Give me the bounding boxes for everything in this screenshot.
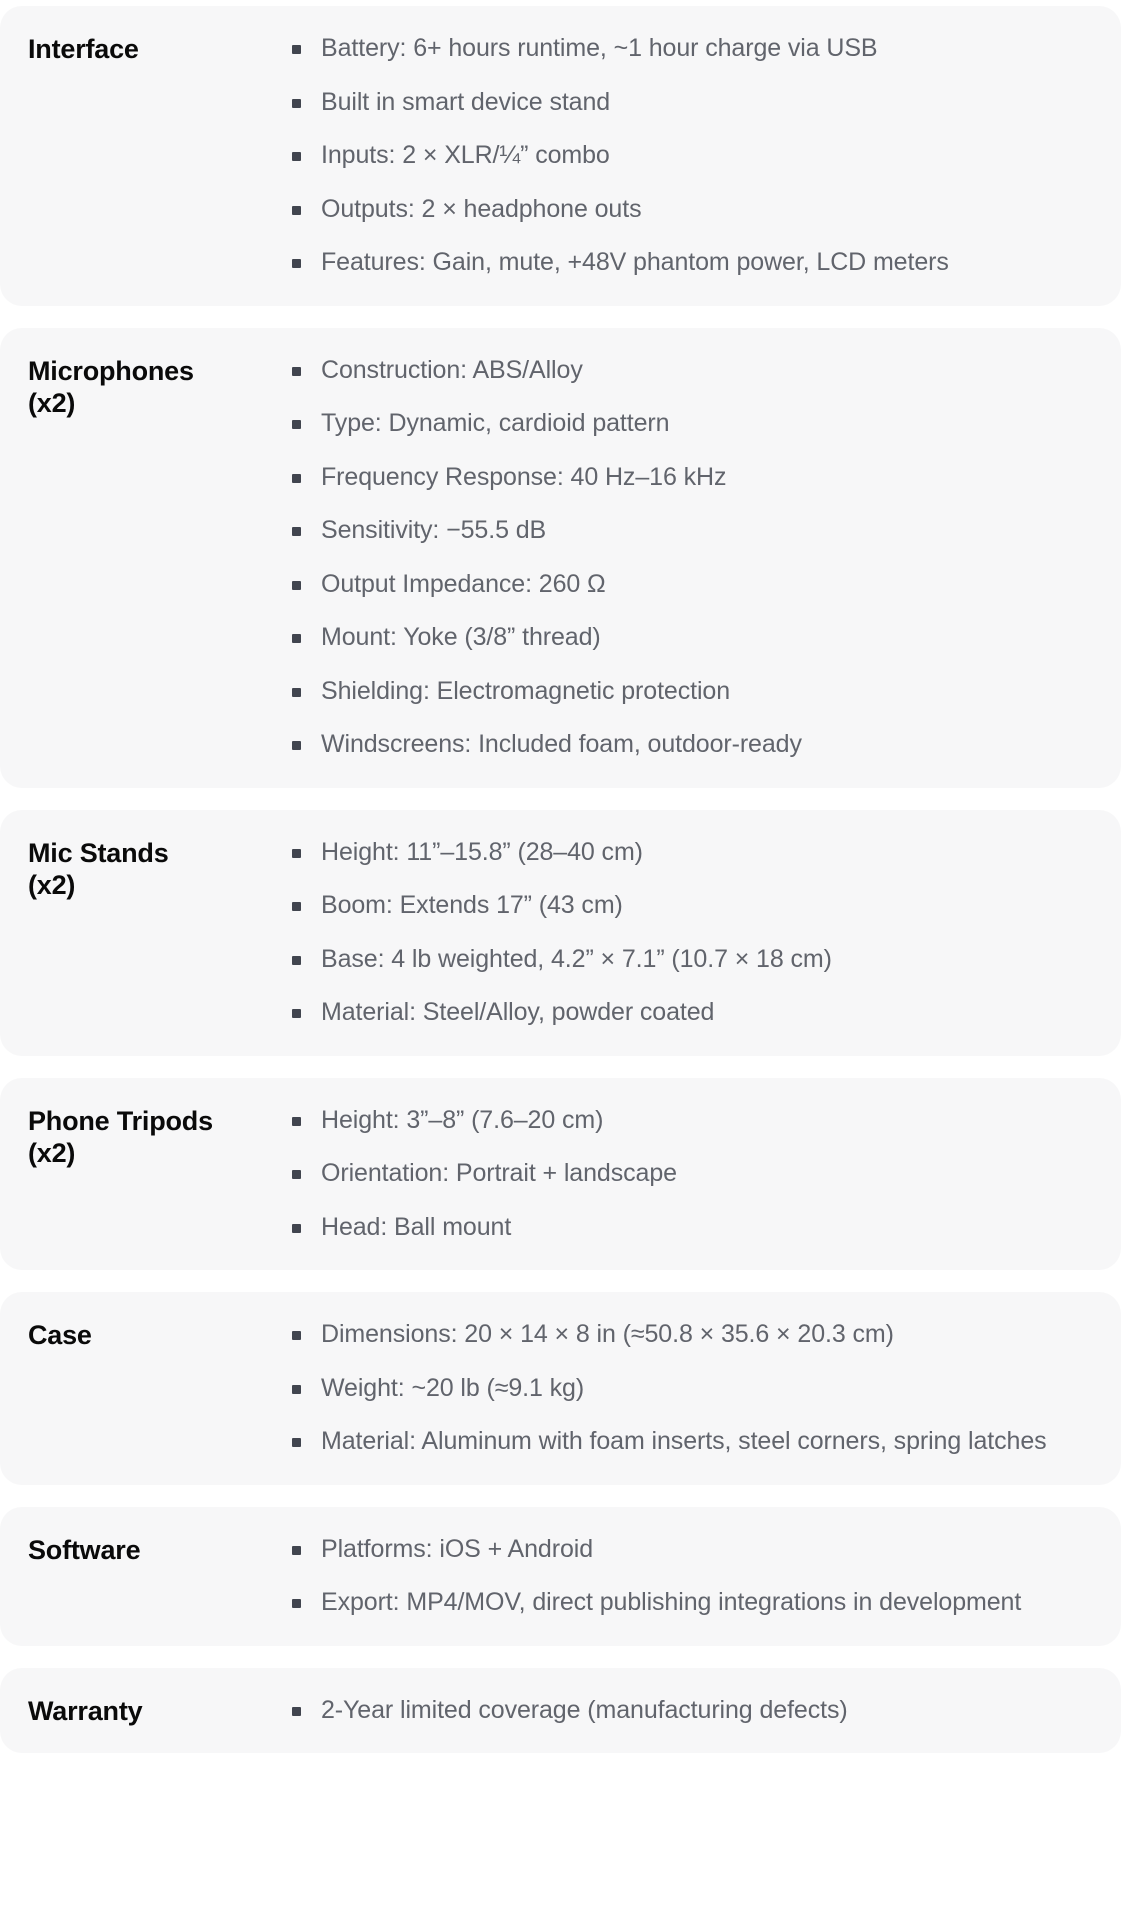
- spec-item-list: [290, 1694, 1091, 1728]
- spec-card: [0, 1507, 1121, 1646]
- spec-item-text: Output Impedance: 260 Ω: [321, 569, 606, 598]
- square-bullet-icon: [292, 474, 301, 483]
- spec-card: [0, 1292, 1121, 1485]
- spec-item: [290, 1157, 1091, 1191]
- square-bullet-icon: [292, 581, 301, 590]
- spec-item-text: Export: MP4/MOV, direct publishing integrations in development: [321, 1588, 1022, 1616]
- spec-label: [28, 1533, 290, 1566]
- spec-item-list: [290, 1318, 1091, 1459]
- square-bullet-icon: [292, 206, 301, 215]
- spec-label-text: Microphones: [28, 355, 194, 386]
- spec-item-text: Head: Ball mount: [321, 1212, 512, 1241]
- spec-item-text: Frequency Response: 40 Hz–16 kHz: [321, 462, 727, 491]
- spec-item-list: [290, 32, 1091, 280]
- spec-item: [290, 354, 1091, 388]
- spec-label: [28, 1694, 290, 1727]
- spec-card: [0, 328, 1121, 788]
- spec-label-count: (x2): [28, 1137, 76, 1168]
- spec-card: [0, 1078, 1121, 1271]
- spec-label: [28, 1318, 290, 1351]
- spec-item-text: Built in smart device stand: [321, 87, 611, 116]
- square-bullet-icon: [292, 741, 301, 750]
- spec-item-text: Material: Aluminum with foam inserts, steel corners, spring latches: [321, 1427, 1047, 1455]
- square-bullet-icon: [292, 45, 301, 54]
- spec-item-text: Battery: 6+ hours runtime, ~1 hour charge via USB: [321, 34, 878, 62]
- square-bullet-icon: [292, 1438, 301, 1447]
- square-bullet-icon: [292, 849, 301, 858]
- spec-item: [290, 621, 1091, 655]
- square-bullet-icon: [292, 527, 301, 536]
- spec-item: [290, 1104, 1091, 1138]
- spec-item: [290, 675, 1091, 709]
- spec-label: [28, 1104, 290, 1170]
- spec-item: [290, 889, 1091, 923]
- spec-item-list: [290, 1104, 1091, 1245]
- spec-item: [290, 1425, 1091, 1459]
- spec-label: [28, 836, 290, 902]
- square-bullet-icon: [292, 1599, 301, 1608]
- spec-card: [0, 6, 1121, 306]
- spec-item: [290, 1533, 1091, 1567]
- square-bullet-icon: [292, 152, 301, 161]
- spec-item: [290, 728, 1091, 762]
- spec-item: [290, 193, 1091, 227]
- spec-label-text: Interface: [28, 34, 139, 64]
- square-bullet-icon: [292, 1385, 301, 1394]
- spec-label-text: Warranty: [28, 1695, 143, 1726]
- square-bullet-icon: [292, 902, 301, 911]
- spec-item-text: Mount: Yoke (3/8” thread): [321, 623, 601, 651]
- spec-item-text: Shielding: Electromagnetic protection: [321, 676, 731, 705]
- spec-item-text: Construction: ABS/Alloy: [321, 355, 583, 384]
- spec-item-text: Material: Steel/Alloy, powder coated: [321, 998, 715, 1026]
- spec-item: [290, 514, 1091, 548]
- spec-item-text: Base: 4 lb weighted, 4.2” × 7.1” (10.7 × 18 cm): [321, 944, 832, 973]
- square-bullet-icon: [292, 367, 301, 376]
- spec-item-list: [290, 354, 1091, 762]
- spec-item: [290, 996, 1091, 1030]
- spec-item-text: Dimensions: 20 × 14 × 8 in (≈50.8 × 35.6 × 20.3 cm): [321, 1320, 894, 1348]
- spec-item-text: Inputs: 2 × XLR/¼” combo: [321, 141, 610, 169]
- spec-item: [290, 1318, 1091, 1352]
- square-bullet-icon: [292, 1331, 301, 1340]
- spec-label-text: Case: [28, 1320, 92, 1350]
- spec-label-text: Mic Stands: [28, 837, 169, 868]
- spec-item-text: Outputs: 2 × headphone outs: [321, 194, 642, 223]
- square-bullet-icon: [292, 688, 301, 697]
- spec-label-text: Phone Tripods: [28, 1105, 213, 1136]
- spec-label-count: (x2): [28, 387, 76, 418]
- spec-item-text: Weight: ~20 lb (≈9.1 kg): [321, 1373, 585, 1402]
- spec-item: [290, 86, 1091, 120]
- spec-item: [290, 943, 1091, 977]
- spec-item-text: Windscreens: Included foam, outdoor-ready: [321, 730, 802, 758]
- spec-item: [290, 1372, 1091, 1406]
- square-bullet-icon: [292, 1546, 301, 1555]
- square-bullet-icon: [292, 99, 301, 108]
- square-bullet-icon: [292, 1170, 301, 1179]
- spec-item-list: [290, 1533, 1091, 1620]
- square-bullet-icon: [292, 259, 301, 268]
- spec-item-text: Height: 3”–8” (7.6–20 cm): [321, 1105, 604, 1134]
- spec-item: [290, 836, 1091, 870]
- spec-item-text: Type: Dynamic, cardioid pattern: [321, 409, 670, 437]
- spec-item: [290, 461, 1091, 495]
- spec-label: [28, 354, 290, 420]
- spec-label: [28, 32, 290, 65]
- square-bullet-icon: [292, 1707, 301, 1716]
- spec-item-list: [290, 836, 1091, 1030]
- spec-item-text: Features: Gain, mute, +48V phantom power, LCD meters: [321, 248, 949, 276]
- spec-item-text: Platforms: iOS + Android: [321, 1534, 594, 1563]
- square-bullet-icon: [292, 956, 301, 965]
- spec-item: [290, 139, 1091, 173]
- spec-item-text: Boom: Extends 17” (43 cm): [321, 891, 623, 919]
- spec-item: [290, 568, 1091, 602]
- spec-label-count: (x2): [28, 869, 76, 900]
- square-bullet-icon: [292, 1117, 301, 1126]
- spec-item: [290, 1694, 1091, 1728]
- square-bullet-icon: [292, 1224, 301, 1233]
- square-bullet-icon: [292, 420, 301, 429]
- spec-item-text: Height: 11”–15.8” (28–40 cm): [321, 837, 643, 866]
- spec-item: [290, 246, 1091, 280]
- spec-item: [290, 1211, 1091, 1245]
- spec-item-text: Orientation: Portrait + landscape: [321, 1159, 677, 1187]
- spec-item: [290, 407, 1091, 441]
- spec-label-text: Software: [28, 1534, 141, 1565]
- spec-item: [290, 32, 1091, 66]
- spec-item: [290, 1586, 1091, 1620]
- square-bullet-icon: [292, 1009, 301, 1018]
- spec-card: [0, 810, 1121, 1056]
- spec-item-text: 2-Year limited coverage (manufacturing defects): [321, 1695, 848, 1724]
- spec-card: [0, 1668, 1121, 1754]
- square-bullet-icon: [292, 634, 301, 643]
- spec-item-text: Sensitivity: −55.5 dB: [321, 516, 547, 544]
